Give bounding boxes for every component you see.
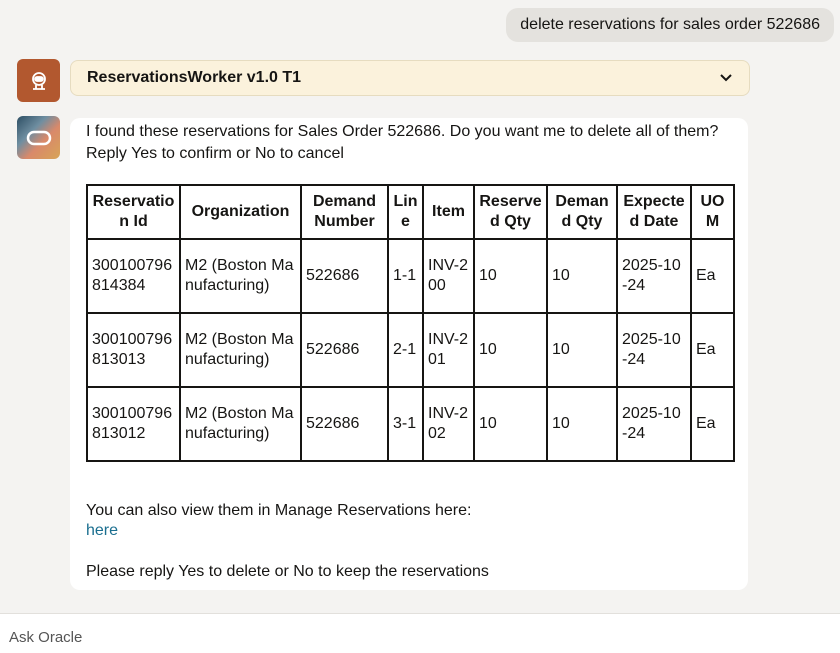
table-cell: M2 (Boston Manufacturing): [180, 239, 301, 313]
table-cell: Ea: [691, 387, 734, 461]
table-cell: 2025-10-24: [617, 313, 691, 387]
column-header: Expected Date: [617, 185, 691, 239]
table-cell: M2 (Boston Manufacturing): [180, 313, 301, 387]
oracle-avatar: [17, 116, 60, 159]
agent-avatar: [17, 59, 60, 102]
table-row: [87, 239, 734, 313]
manage-reservations-link[interactable]: here: [86, 522, 119, 539]
column-header: Demand Number: [301, 185, 388, 239]
table-cell: 300100796813013: [87, 313, 180, 387]
oracle-logo-icon: [26, 130, 52, 146]
column-header: UOM: [691, 185, 734, 239]
table-cell: 10: [547, 313, 617, 387]
bot-message: [70, 118, 748, 590]
table-cell: 10: [474, 313, 547, 387]
table-cell: Ea: [691, 313, 734, 387]
reservations-table: [86, 184, 735, 462]
user-message: delete reservations for sales order 522686: [506, 8, 834, 42]
closing-text: Please reply Yes to delete or No to keep the reservations: [86, 563, 489, 580]
table-cell: M2 (Boston Manufacturing): [180, 387, 301, 461]
table-row: [87, 387, 734, 461]
table-cell: 1-1: [388, 239, 423, 313]
table-cell: INV-200: [423, 239, 474, 313]
table-cell: 300100796813012: [87, 387, 180, 461]
table-cell: 300100796814384: [87, 239, 180, 313]
table-cell: 2025-10-24: [617, 387, 691, 461]
column-header: Demand Qty: [547, 185, 617, 239]
column-header: Reservation Id: [87, 185, 180, 239]
ask-oracle-input[interactable]: [0, 613, 840, 653]
column-header: Reserved Qty: [474, 185, 547, 239]
table-cell: 10: [474, 239, 547, 313]
agent-title: ReservationsWorker v1.0 T1: [87, 69, 302, 86]
table-header-row: [87, 185, 734, 239]
column-header: Organization: [180, 185, 301, 239]
table-cell: 522686: [301, 239, 388, 313]
table-cell: 10: [547, 239, 617, 313]
table-row: [87, 313, 734, 387]
view-text: You can also view them in Manage Reservations here:: [86, 502, 472, 519]
table-cell: 2025-10-24: [617, 239, 691, 313]
robot-icon: [28, 70, 50, 92]
table-cell: 10: [547, 387, 617, 461]
table-cell: INV-201: [423, 313, 474, 387]
chevron-down-icon[interactable]: [719, 73, 733, 83]
agent-banner[interactable]: [70, 60, 750, 96]
table-cell: 522686: [301, 387, 388, 461]
table-cell: 522686: [301, 313, 388, 387]
table-cell: 10: [474, 387, 547, 461]
table-cell: 2-1: [388, 313, 423, 387]
table-cell: Ea: [691, 239, 734, 313]
intro-text: I found these reservations for Sales Order 522686. Do you want me to delete all of them? Reply Yes to confirm or No to cancel: [86, 123, 719, 162]
input-placeholder: Ask Oracle: [9, 629, 83, 646]
column-header: Item: [423, 185, 474, 239]
column-header: Line: [388, 185, 423, 239]
table-cell: 3-1: [388, 387, 423, 461]
table-cell: INV-202: [423, 387, 474, 461]
